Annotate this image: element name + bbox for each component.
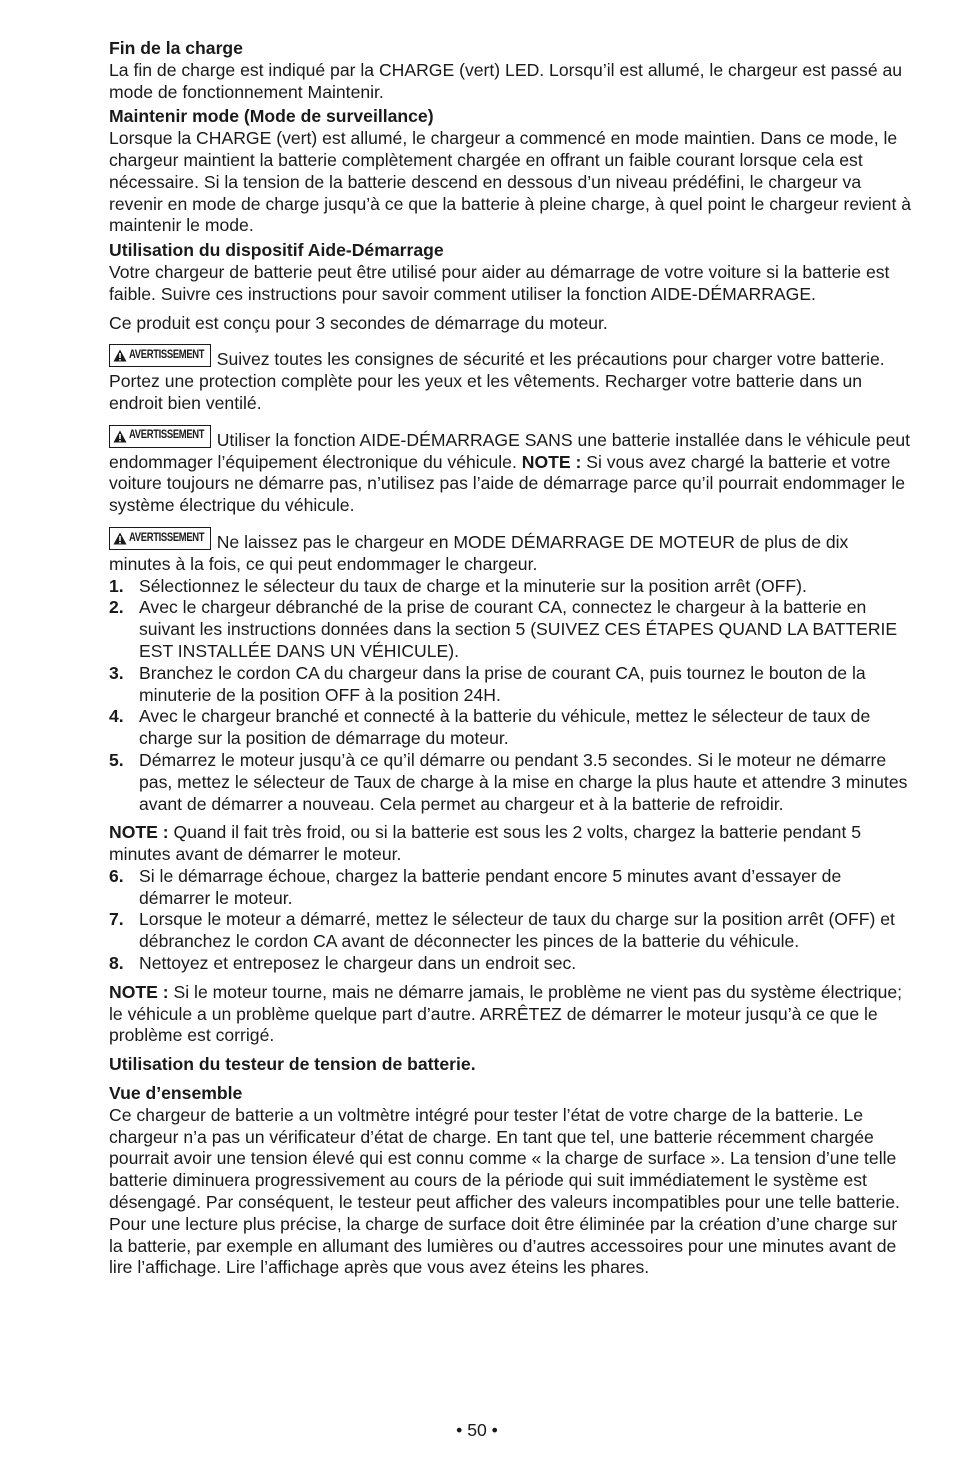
step-number: 1. [109,575,124,596]
paragraph-product-info: Ce produit est conçu pour 3 secondes de démarrage du moteur. [109,312,608,333]
warning-triangle-icon [113,430,127,443]
warning-triangle-icon [113,349,127,362]
warning-badge [109,425,211,448]
heading-testeur-tension: Utilisation du testeur de tension de batterie. [109,1054,476,1075]
list-item-step-2 [109,597,914,662]
warning-note-2: Si vous avez chargé la batterie et votre voiture toujours ne démarre pas, n’utilisez pas l’aide de démarrage parce qu’il pourrait endommager le système électrique du véhicule. [109,451,906,516]
step-text: Démarrez le moteur jusqu’à ce qu’il démarre ou pendant 3.5 secondes. Si le moteur ne démarre pas, mettez le sélecteur de Taux de charge à la mise en charge la plus haute et attendre 3 minutes avant de démarrer a nouveau. Cela permet au chargeur et à la batterie de refroidir. [139,749,908,814]
warning-block-3 [109,527,914,576]
note-label: NOTE : [109,822,169,843]
warning-text-3: Ne laissez pas le chargeur en MODE DÉMARRAGE DE MOTEUR de plus de dix minutes à la fois, ce qui peut endommager le chargeur. [109,531,849,574]
list-item-step-8 [109,953,914,975]
step-text: Nettoyez et entreposez le chargeur dans un endroit sec. [139,953,577,974]
note-cold-weather [109,822,914,866]
paragraph-fin-de-charge: La fin de charge est indiqué par la CHARGE (vert) LED. Lorsqu’il est allumé, le chargeur est passé au mode de fonctionnement Maintenir. [109,59,903,102]
step-text: Lorsque le moteur a démarré, mettez le sélecteur de taux du charge sur la position arrêt (OFF) et débranchez le cordon CA avant de déconnecter les pinces de la batterie du véhicule. [139,909,895,952]
paragraph-maintenir-mode: Lorsque la CHARGE (vert) est allumé, le chargeur a commencé en mode maintien. Dans ce mode, le chargeur maintient la batterie complètement chargée en offrant un faible courant lorsque cela est nécessaire. Si la tension de la batterie descend en dessous d’un niveau prédéfini, le chargeur va revenir en mode de charge jusqu’à ce que la batterie à pleine charge, à quel point le chargeur revient à maintenir le mode. [109,128,912,236]
step-number: 4. [109,706,124,727]
heading-aide-demarrage: Utilisation du dispositif Aide-Démarrage [109,240,444,261]
heading-fin-de-charge: Fin de la charge [109,38,243,58]
paragraph-aide-demarrage: Votre chargeur de batterie peut être utilisé pour aider au démarrage de votre voiture si la batterie est faible. Suivre ces instructions pour savoir comment utiliser la fonction AIDE-DÉMARRAGE. [109,261,890,304]
heading-vue-ensemble: Vue d’ensemble [109,1083,243,1104]
manual-page [109,38,914,1279]
note-text: Quand il fait très froid, ou si la batterie est sous les 2 volts, chargez la batterie pendant 5 minutes avant de démarrer le moteur. [109,822,862,865]
note-label: NOTE : [109,981,169,1002]
step-number: 7. [109,909,124,930]
paragraph-vue-ensemble: Ce chargeur de batterie a un voltmètre intégré pour tester l’état de votre charge de la batterie. Le chargeur n’a pas un vérificateur d’état de charge. En tant que tel, une batterie récemment chargée pourrait avoir une tension élevé qui est connu comme « la charge de surface ». La tension d’une telle batterie diminuera progressivement au cours de la période qui suit immédiatement le système est désengagé. Par conséquent, le testeur peut afficher des valeurs incompatibles pour une telle batterie. Pour une lecture plus précise, la charge de surface doit être éliminée par la création d’une charge sur la batterie, par exemple en allumant des lumières ou d’autres accessoires pour une minutes avant de lire l’affichage. Lire l’affichage après que vous avez éteins les phares. [109,1104,900,1278]
list-item-step-3 [109,663,914,707]
step-number: 2. [109,597,124,618]
warning-text-2: Utiliser la fonction AIDE-DÉMARRAGE SANS une batterie installée dans le véhicule peut endommager l’équipement électronique du véhicule. [109,429,911,472]
step-number: 3. [109,662,124,683]
step-number: 8. [109,953,124,974]
list-item-step-4 [109,706,914,750]
list-item-step-7 [109,909,914,953]
note-engine-problem [109,982,914,1047]
warning-badge [109,527,211,550]
step-text: Sélectionnez le sélecteur du taux de charge et la minuterie sur la position arrêt (OFF). [139,575,807,596]
warning-label: AVERTISSEMENT [129,348,205,361]
step-number: 6. [109,865,124,886]
warning-block-1 [109,344,914,414]
warning-triangle-icon [113,532,127,545]
warning-block-2 [109,425,914,517]
step-text: Avec le chargeur branché et connecté à la batterie du véhicule, mettez le sélecteur de taux de charge sur la position de démarrage du moteur. [139,706,871,749]
list-item-step-1 [109,576,914,598]
heading-maintenir-mode: Maintenir mode (Mode de surveillance) [109,106,434,127]
warning-label: AVERTISSEMENT [129,531,205,544]
list-item-step-5 [109,750,914,815]
warning-badge [109,344,211,367]
page-number: • 50 • [456,1420,498,1440]
note-text: Si le moteur tourne, mais ne démarre jamais, le problème ne vient pas du système électrique; le véhicule a un problème quelque part d’autre. ARRÊTEZ de démarrer le moteur jusqu’à ce que le problème est corrigé. [109,981,903,1046]
note-label: NOTE : [521,451,582,472]
warning-label: AVERTISSEMENT [129,429,205,442]
list-item-step-6 [109,866,914,910]
step-number: 5. [109,749,124,770]
step-text: Si le démarrage échoue, chargez la batterie pendant encore 5 minutes avant d’essayer de démarrer le moteur. [139,865,842,908]
step-text: Branchez le cordon CA du chargeur dans la prise de courant CA, puis tournez le bouton de la minuterie de la position OFF à la position 24H. [139,662,866,705]
warning-text-1: Suivez toutes les consignes de sécurité et les précautions pour charger votre batterie. Portez une protection complète pour les yeux et les vêtements. Recharger votre batterie dans un endroit bien ventilé. [109,349,885,413]
step-text: Avec le chargeur débranché de la prise de courant CA, connectez le chargeur à la batterie en suivant les instructions données dans la section 5 (SUIVEZ CES ÉTAPES QUAND LA BATTERIE EST INSTALLÉE DANS UN VÉHICULE). [139,597,898,661]
